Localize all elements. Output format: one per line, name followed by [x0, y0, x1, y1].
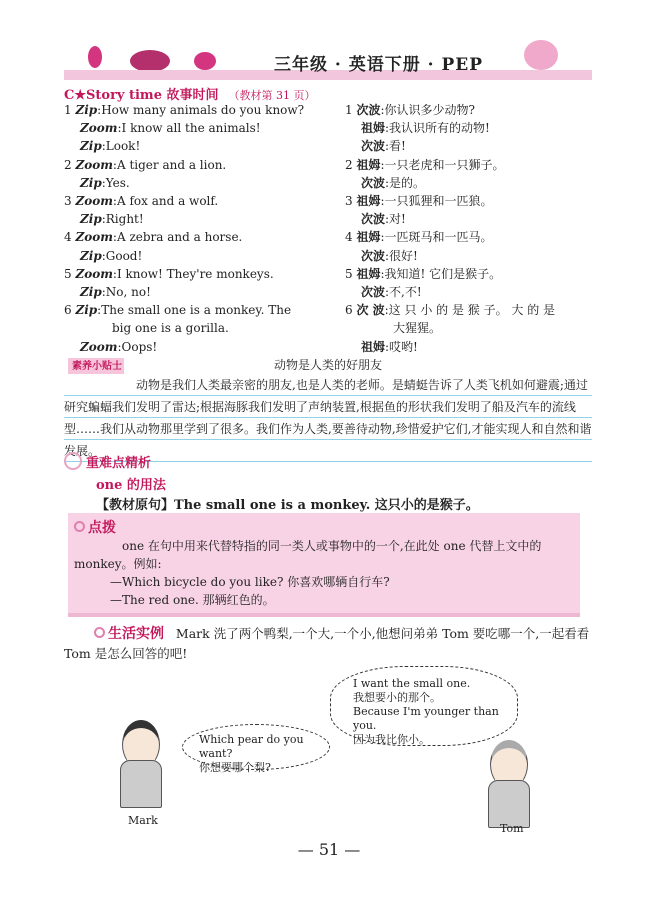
- line-text: :我认识所有的动物!: [385, 121, 490, 136]
- literacy-tip: [64, 356, 592, 456]
- focus-title: 重难点精析: [86, 456, 152, 471]
- decoration: [88, 46, 102, 68]
- speaker: 次波: [361, 175, 386, 190]
- speaker: 次 波: [356, 303, 385, 318]
- header-banner: [64, 20, 592, 80]
- dialogue-line: [345, 265, 605, 283]
- speaker: 次波: [361, 248, 386, 263]
- dialogue-line: [345, 247, 605, 265]
- example-2: —The red one. 那辆红色的。: [110, 593, 275, 607]
- line-text: :我知道! 它们是猴子。: [380, 266, 502, 281]
- speaker: Zip: [75, 303, 98, 318]
- dialogue-line: [64, 137, 324, 155]
- line-number: 6: [64, 303, 76, 318]
- line-text: :是的。: [385, 175, 426, 190]
- line-number: 4: [345, 230, 357, 245]
- line-text: :No, no!: [101, 285, 151, 300]
- life-label: 生活实例: [108, 626, 164, 642]
- line-text: :I know all the animals!: [117, 121, 261, 136]
- focus-subtitle: one 的用法: [96, 478, 166, 493]
- example-1: —Which bicycle do you like? 你喜欢哪辆自行车?: [110, 575, 390, 589]
- line-number: 6: [345, 303, 357, 318]
- decoration: [194, 52, 216, 70]
- speaker: Zip: [80, 248, 102, 263]
- dialogue-line: [345, 283, 605, 301]
- line-number: 1: [64, 103, 76, 117]
- speaker: Zoom: [75, 157, 113, 172]
- tom-english-2: Because I'm younger than you.: [353, 705, 499, 732]
- dialogue-line: [345, 174, 605, 192]
- line-text: :How many animals do you know?: [97, 103, 305, 117]
- line-number: 2: [345, 157, 357, 172]
- line-text: :一只狐狸和一匹狼。: [380, 194, 493, 209]
- dialogue-line: [64, 192, 324, 210]
- speaker: 祖姆: [356, 157, 381, 172]
- dialogue-line: [64, 338, 324, 356]
- line-number: 1: [345, 103, 357, 117]
- mark-english: Which pear do you want?: [199, 733, 304, 760]
- dialogue-line: [64, 156, 324, 174]
- speaker: 祖姆: [356, 194, 381, 209]
- line-text: 大猩猩。: [393, 321, 442, 336]
- pointer-text: one 在句中用来代替特指的同一类人或事物中的一个,在此处 one 代替上文中的 monkey。例如:: [74, 539, 542, 571]
- speaker: Zoom: [75, 266, 113, 281]
- dialogue-line: [64, 283, 324, 301]
- line-number: 4: [64, 230, 76, 245]
- tom-illustration: [484, 740, 532, 830]
- line-text: :哎哟!: [385, 339, 418, 354]
- line-text: big one is a gorilla.: [112, 321, 229, 336]
- pointer-box: [68, 513, 580, 617]
- speaker: Zoom: [75, 230, 113, 245]
- line-text: :不,不!: [385, 285, 422, 300]
- line-text: :你认识多少动物?: [380, 103, 475, 117]
- speaker: Zip: [80, 212, 102, 227]
- speaker: Zoom: [80, 121, 118, 136]
- line-text: :很好!: [385, 248, 418, 263]
- tip-heading: 动物是人类的好朋友: [273, 358, 382, 372]
- dialogue-line: [64, 210, 324, 228]
- line-number: 5: [345, 266, 357, 281]
- tom-speech-bubble: [330, 666, 518, 746]
- textbook-reference: （教材第 31 页）: [228, 89, 316, 102]
- speaker: 次波: [361, 139, 386, 154]
- tom-english-1: I want the small one.: [353, 677, 471, 690]
- line-number: 5: [64, 266, 76, 281]
- dialogue-line: [345, 210, 605, 228]
- dialogue-line: [345, 228, 605, 246]
- bullet-icon: [74, 521, 85, 532]
- speaker: 祖姆: [356, 230, 381, 245]
- speaker: 祖姆: [361, 339, 386, 354]
- life-example: [64, 624, 592, 664]
- line-text: :Good!: [101, 248, 143, 263]
- original-sentence: 【教材原句】The small one is a monkey. 这只小的是猴子。: [96, 498, 479, 513]
- dialogue-line: [345, 319, 605, 337]
- line-text: :A zebra and a horse.: [112, 230, 243, 245]
- speaker: Zoom: [75, 194, 113, 209]
- line-text: :A fox and a wolf.: [112, 194, 219, 209]
- line-text: :一只老虎和一只狮子。: [380, 157, 505, 172]
- speaker: 祖姆: [356, 266, 381, 281]
- mark-illustration: [116, 720, 164, 810]
- magnifier-icon: [64, 452, 82, 470]
- speaker: 祖姆: [361, 121, 386, 136]
- line-text: :Yes.: [101, 175, 130, 190]
- page-number: — 51 —: [297, 840, 361, 859]
- pointer-title-text: 点拨: [88, 520, 116, 536]
- mark-chinese: 你想要哪个梨?: [199, 761, 271, 774]
- line-number: 3: [64, 194, 76, 209]
- bullet-icon: [94, 627, 105, 638]
- header-title: 三年级 · 英语下册 · PEP: [274, 55, 484, 75]
- line-text: :对!: [385, 212, 406, 227]
- dialogue-line: [64, 247, 324, 265]
- pointer-body: [74, 537, 574, 609]
- dialogue-line: [345, 101, 605, 119]
- speaker: Zip: [80, 285, 102, 300]
- focus-heading: [64, 452, 151, 471]
- mark-label: Mark: [128, 814, 158, 827]
- house-decoration: [524, 40, 558, 70]
- dialogue-line: [345, 338, 605, 356]
- dialogue-line: [64, 301, 324, 319]
- dialogue-line: [64, 228, 324, 246]
- mark-speech-bubble: [182, 724, 330, 774]
- line-text: :Oops!: [117, 339, 158, 354]
- line-number: 3: [345, 194, 357, 209]
- decoration: [130, 50, 170, 72]
- line-text: :看!: [385, 139, 406, 154]
- english-dialogue: [64, 101, 324, 356]
- dialogue-line: [345, 119, 605, 137]
- dialogue-line: [345, 137, 605, 155]
- dialogue-line: [64, 174, 324, 192]
- dialogue-line: [345, 192, 605, 210]
- speaker: Zip: [80, 175, 102, 190]
- tip-body: 动物是我们人类最亲密的朋友,也是人类的老师。是蜻蜓告诉了人类飞机如何避震;通过研究蝙蝠我们发明了雷达;根据海豚我们发明了声纳装置,根据鱼的形状我们发明了船及汽车的流线型……我们从动物那里学到了很多。我们作为人类,要善待动物,珍惜爱护它们,才能实现人和自然和谐发展。: [64, 374, 592, 462]
- speaker: Zip: [80, 139, 102, 154]
- dialogue-line: [345, 156, 605, 174]
- dialogue-line: [64, 319, 324, 337]
- line-text: :一匹斑马和一匹马。: [380, 230, 493, 245]
- speaker: 次波: [356, 103, 381, 117]
- dialogue-line: [345, 301, 605, 319]
- chinese-dialogue: [345, 101, 605, 356]
- speaker: Zoom: [80, 339, 118, 354]
- line-text: :The small one is a monkey. The: [97, 303, 292, 318]
- tom-label: Tom: [500, 822, 524, 835]
- line-text: :Right!: [101, 212, 144, 227]
- line-text: :A tiger and a lion.: [112, 157, 227, 172]
- speaker: 次波: [361, 285, 386, 300]
- tom-chinese-2: 因为我比你小。: [353, 733, 430, 746]
- dialogue-line: [64, 101, 324, 119]
- dialogue-line: [64, 265, 324, 283]
- line-number: 2: [64, 157, 76, 172]
- line-text: :I know! They're monkeys.: [112, 266, 274, 281]
- speaker: Zip: [75, 103, 98, 117]
- section-title-text: C★Story time 故事时间: [64, 88, 219, 103]
- pointer-title: [74, 517, 116, 537]
- line-text: :这 只 小 的 是 猴 子。 大 的 是: [384, 303, 556, 318]
- tip-flag: 素养小贴士: [68, 358, 124, 376]
- life-text: Mark 洗了两个鸭梨,一个大,一个小,他想问弟弟 Tom 要吃哪一个,一起看看 Tom 是怎么回答的吧!: [64, 626, 590, 661]
- tom-chinese-1: 我想要小的那个。: [353, 691, 441, 704]
- line-text: :Look!: [101, 139, 141, 154]
- speaker: 次波: [361, 212, 386, 227]
- dialogue-line: [64, 119, 324, 137]
